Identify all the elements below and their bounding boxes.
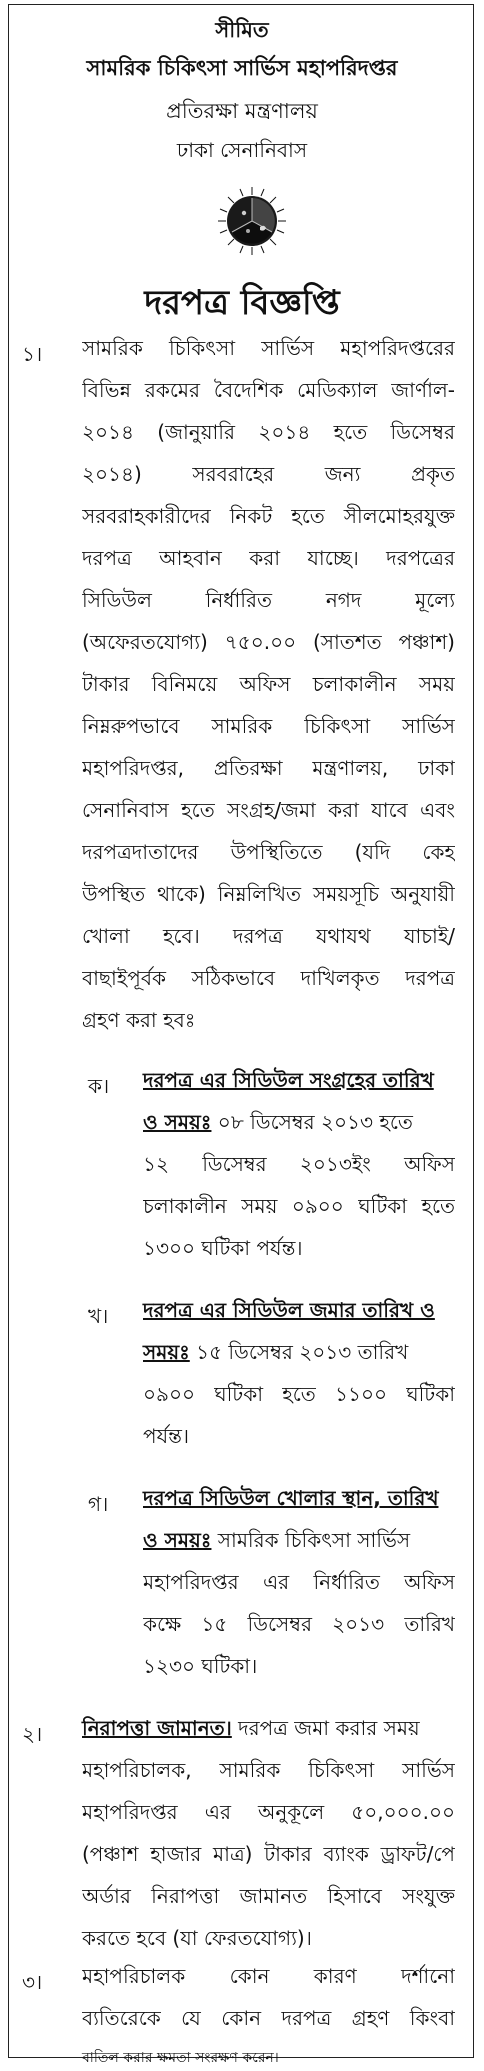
item-1-line: সেনানিবাস হতে সংগ্রহ/জমা করা যাবে এবং — [82, 798, 455, 822]
notice-title: দরপত্র বিজ্ঞপ্তি — [144, 283, 340, 323]
item-3-line: মহাপরিচালক কোন কারণ দর্শানো — [82, 1964, 455, 1988]
subitem-ka-heading: দরপত্র এর সিডিউল সংগ্রহের তারিখ — [143, 1068, 434, 1092]
emblem-logo — [218, 187, 286, 255]
subitem-ga-heading-end: ও সময়ঃ — [143, 1528, 212, 1552]
item-2-number: ২। — [22, 1722, 43, 1746]
subitem-ka-line: ১২ ডিসেম্বর ২০১৩ইং অফিস — [143, 1152, 455, 1176]
subitem-ga-number: গ। — [88, 1492, 109, 1516]
directorate-name: সামরিক চিকিৎসা সার্ভিস মহাপরিদপ্তর — [86, 56, 398, 80]
item-2-text: দরপত্র জমা করার সময় — [231, 1716, 420, 1740]
item-1-line: দরপত্র আহবান করা যাচ্ছে। দরপত্রের — [82, 546, 455, 570]
location-name: ঢাকা সেনানিবাস — [176, 138, 308, 162]
subitem-ga-heading: দরপত্র সিডিউল খোলার স্থান, তারিখ — [143, 1486, 439, 1510]
item-1-line: সামরিক চিকিৎসা সার্ভিস মহাপরিদপ্তরের — [82, 336, 455, 360]
subitem-ga-text: সামরিক চিকিৎসা সার্ভিস — [211, 1528, 411, 1552]
item-1-line: ২০১৪) সরবরাহের জন্য প্রকৃত — [82, 462, 455, 486]
subitem-kha-number: খ। — [88, 1304, 109, 1328]
subitem-ga-line: ১২৩০ ঘটিকা। — [143, 1654, 258, 1678]
subitem-ka-line: চলাকালীন সময় ০৯০০ ঘটিকা হতে — [143, 1194, 455, 1218]
subitem-ga-line: কক্ষে ১৫ ডিসেম্বর ২০১৩ তারিখ — [143, 1612, 455, 1636]
item-1-line: নিম্নরুপভাবে সামরিক চিকিৎসা সার্ভিস — [82, 714, 455, 738]
item-2-line: মহাপরিদপ্তর এর অনুকূলে ৫০,০০০.০০ — [82, 1800, 455, 1824]
subitem-ga-line: মহাপরিদপ্তর এর নির্ধারিত অফিস — [143, 1570, 455, 1594]
subitem-kha-heading: দরপত্র এর সিডিউল জমার তারিখ ও — [143, 1298, 435, 1322]
item-1-line: গ্রহণ করা হবঃ — [82, 1008, 196, 1032]
subitem-kha-heading-line — [143, 1338, 408, 1371]
ministry-name: প্রতিরক্ষা মন্ত্রণালয় — [166, 99, 318, 123]
subitem-ga-heading-line — [143, 1526, 410, 1559]
item-1-line: খোলা হবে। দরপত্র যথাযথ যাচাই/ — [82, 924, 455, 948]
item-1-line: বাছাইপূর্বক সঠিকভাবে দাখিলকৃত দরপত্র — [82, 966, 455, 990]
subitem-ka-heading-line — [143, 1108, 413, 1141]
item-2-line: (পঞ্চাশ হাজার মাত্র) টাকার ব্যাংক ড্রাফট/পে — [82, 1842, 455, 1866]
subitem-ka-text: ০৮ ডিসেম্বর ২০১৩ হতে — [211, 1110, 413, 1134]
item-2-line: অর্ডার নিরাপত্তা জামানত হিসাবে সংযুক্ত — [82, 1884, 455, 1908]
subitem-kha-heading-end: সময়ঃ — [143, 1340, 190, 1364]
subitem-kha-line: ০৯০০ ঘটিকা হতে ১১০০ ঘটিকা — [143, 1382, 455, 1406]
item-1-number: ১। — [22, 342, 43, 366]
subitem-ka-heading-end: ও সময়ঃ — [143, 1110, 212, 1134]
subitem-kha-text: ১৫ ডিসেম্বর ২০১৩ তারিখ — [189, 1340, 409, 1364]
item-2-line: মহাপরিচালক, সামরিক চিকিৎসা সার্ভিস — [82, 1758, 455, 1782]
item-1-line: উপস্থিত থাকে) নিম্নলিখিত সময়সূচি অনুযায়ী — [82, 882, 455, 906]
item-1-line: মহাপরিদপ্তর, প্রতিরক্ষা মন্ত্রণালয়, ঢাকা — [82, 756, 455, 780]
item-3-number: ৩। — [22, 1970, 43, 1994]
classification-label: সীমিত — [215, 18, 269, 42]
subitem-ka-line: ১৩০০ ঘটিকা পর্যন্ত। — [143, 1236, 303, 1260]
item-3-line: ব্যতিরেকে যে কোন দরপত্র গ্রহণ কিংবা — [82, 2006, 455, 2030]
item-1-line: সরবরাহকারীদের নিকট হতে সীলমোহরযুক্ত — [82, 504, 455, 528]
subitem-ka-number: ক। — [88, 1074, 110, 1098]
item-1-line: টাকার বিনিময়ে অফিস চলাকালীন সময় — [82, 672, 455, 696]
item-1-line: (অফেরতযোগ্য) ৭৫০.০০ (সাতশত পঞ্চাশ) — [82, 630, 455, 654]
item-1-line: বিভিন্ন রকমের বৈদেশিক মেডিক্যাল জার্ণাল- — [82, 378, 455, 402]
item-1-line: দরপত্রদাতাদের উপস্থিতিতে (যদি কেহ — [82, 840, 455, 864]
item-1-line: সিডিউল নির্ধারিত নগদ মূল্যে — [82, 588, 455, 612]
subitem-kha-line: পর্যন্ত। — [143, 1424, 190, 1448]
item-1-line: ২০১৪ (জানুয়ারি ২০১৪ হতে ডিসেম্বর — [82, 420, 455, 444]
item-2-line: করতে হবে (যা ফেরতযোগ্য)। — [82, 1926, 312, 1950]
item-2-heading-line — [82, 1714, 420, 1747]
item-3-line: বাতিল করার ক্ষমতা সংরক্ষণ করেন। — [82, 2050, 279, 2066]
item-2-heading: নিরাপত্তা জামানত। — [82, 1716, 232, 1740]
